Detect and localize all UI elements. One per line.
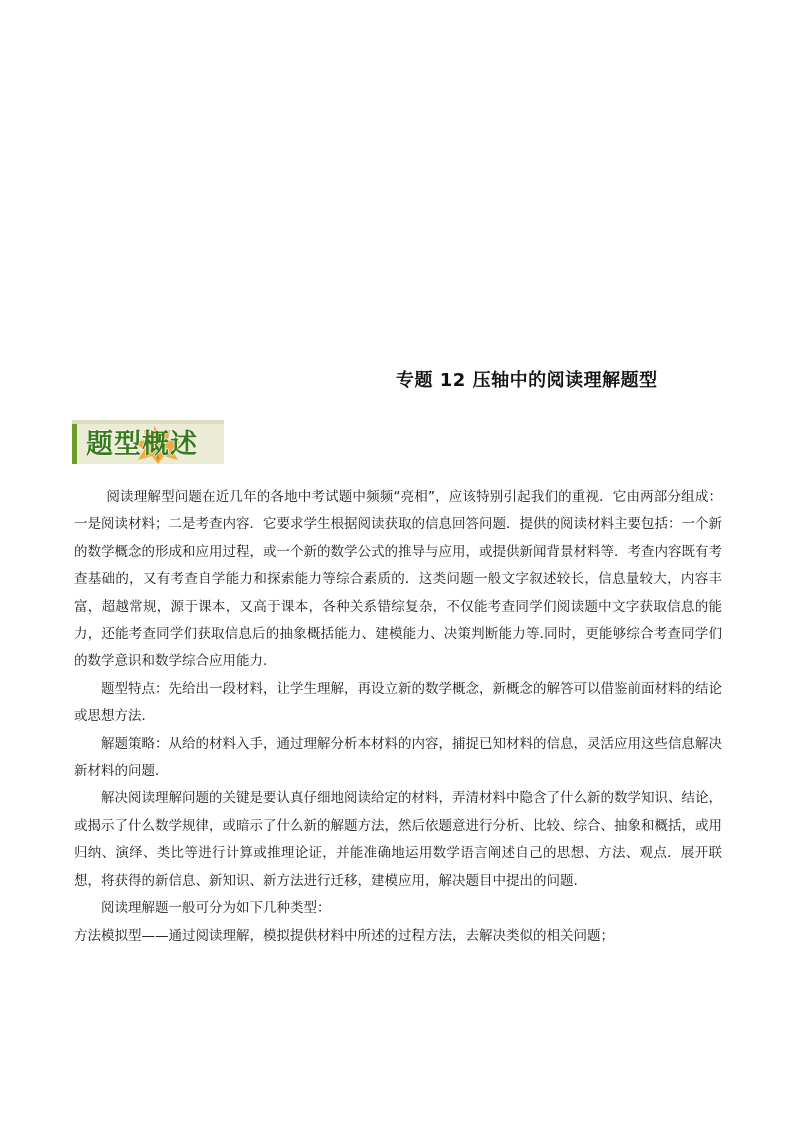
section-badge (72, 420, 224, 464)
section-badge-label: 题型概述 (86, 429, 198, 460)
paragraph-types-intro: 阅读理解题一般可分为如下几种类型： (101, 900, 331, 917)
paragraph-intro: 阅读理解型问题在近几年的各地中考试题中频频“亮相”，应该特别引起我们的重视．它由两部分组成：一是阅读材料；二是考查内容．它要求学生根据阅读获取的信息回答问题．提供的阅读材料主要包括：一个新的数学概念的形成和应用过程，或一个新的数学公式的推导与应用，或提供新闻背景材料等．考查内容既有考查基础的，又有考查自学能力和探索能力等综合素质的．这类问题一般文字叙述较长，信息量较大，内容丰富，超越常规，源于课本，又高于课本，各种关系错综复杂，不仅能考查同学们阅读题中文字获取信息的能力，还能考查同学们获取信息后的抽象概括能力、建模能力、决策判断能力等.同时，更能够综合考查同学们的数学意识和数学综合应用能力. (74, 489, 722, 670)
body-text (74, 484, 722, 950)
paragraph-key: 解决阅读理解问题的关键是要认真仔细地阅读给定的材料，弄清材料中隐含了什么新的数学知识、结论，或揭示了什么数学规律，或暗示了什么新的解题方法，然后依题意进行分析、比较、综合、抽象和概括，或用归纳、演绎、类比等进行计算或推理论证，并能准确地运用数学语言阐述自己的思想、方法、观点．展开联想，将获得的新信息、新知识、新方法进行迁移，建模应用，解决题目中提出的问题. (74, 790, 722, 889)
paragraph-strategy: 解题策略：从给的材料入手，通过理解分析本材料的内容，捕捉已知材料的信息，灵活应用这些信息解决新材料的问题． (74, 735, 722, 780)
page-title: 专题 12 压轴中的阅读理解题型 (396, 370, 658, 391)
badge-side-bar (72, 424, 77, 464)
badge-top-strip (72, 420, 224, 424)
paragraph-type-method: 方法模拟型——通过阅读理解，模拟提供材料中所述的过程方法，去解决类似的相关问题； (74, 927, 614, 944)
paragraph-features: 题型特点：先给出一段材料，让学生理解，再设立新的数学概念，新概念的解答可以借鉴前面材料的结论或思想方法． (74, 680, 722, 725)
section-badge-graphic (72, 420, 224, 464)
